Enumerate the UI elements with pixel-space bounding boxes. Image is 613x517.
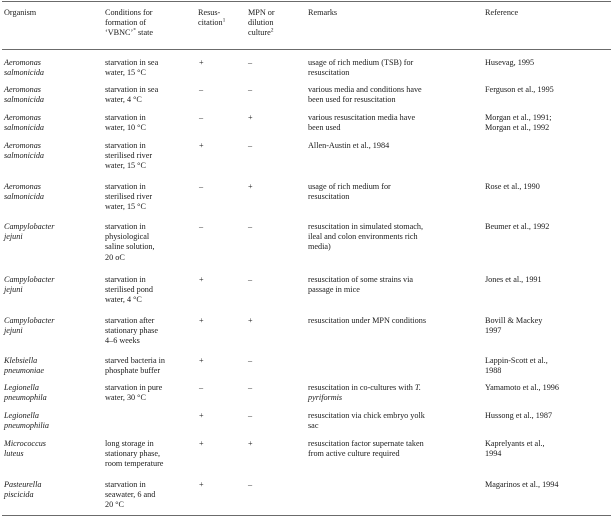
table-top-rule <box>2 1 611 2</box>
remarks-cell: resuscitation via chick embryo yolk sac <box>308 411 425 431</box>
header-mpn-text: MPN or dilution culture <box>248 8 275 38</box>
header-conditions-suffix: state <box>135 28 154 38</box>
mpn-cell: – <box>248 58 253 67</box>
reference-cell: Bovill & Mackey 1997 <box>485 316 543 336</box>
mpn-cell: – <box>248 411 253 420</box>
mpn-cell: + <box>248 182 253 191</box>
organism-cell: Aeromonas salmonicida <box>4 58 45 78</box>
mpn-cell: + <box>248 316 253 325</box>
reference-cell: Magarinos et al., 1994 <box>485 480 559 489</box>
conditions-cell: starved bacteria in phosphate buffer <box>105 356 166 376</box>
header-conditions-text: Conditions for formation of ‘VBNC’ <box>105 8 153 38</box>
resuscitation-cell: + <box>199 58 204 67</box>
remarks-cell: various media and conditions have been used for resuscitation <box>308 85 422 105</box>
header-conditions-star: * <box>133 27 136 34</box>
remarks-cell: resuscitation factor supernate taken from active culture required <box>308 439 424 459</box>
conditions-cell: starvation in sterilised river water, 15 °C <box>105 182 153 212</box>
resuscitation-cell: + <box>199 316 204 325</box>
organism-cell: Campylobacter jejuni <box>4 316 55 336</box>
header-resuscitation-text: Resus- citation <box>198 8 223 28</box>
conditions-cell: starvation in sea water, 4 °C <box>105 85 159 105</box>
table-bottom-rule <box>2 515 611 516</box>
resuscitation-cell: – <box>199 222 204 231</box>
conditions-cell: starvation in sea water, 15 °C <box>105 58 159 78</box>
header-conditions <box>105 8 153 39</box>
resuscitation-cell: + <box>199 480 204 489</box>
remarks-cell: usage of rich medium for resuscitation <box>308 182 391 202</box>
remarks-cell: Allen-Austin et al., 1984 <box>308 141 390 150</box>
mpn-cell: – <box>248 222 253 231</box>
conditions-cell: starvation in sterilised river water, 15 °C <box>105 141 153 171</box>
resuscitation-cell: + <box>199 439 204 448</box>
reference-cell: Ferguson et al., 1995 <box>485 85 554 94</box>
resuscitation-cell: – <box>199 383 204 392</box>
organism-cell: Campylobacter jejuni <box>4 222 55 242</box>
organism-cell: Campylobacter jejuni <box>4 275 55 295</box>
table-header-rule <box>2 49 611 50</box>
reference-cell: Rose et al., 1990 <box>485 182 540 191</box>
organism-cell: Legionella pneumophilia <box>4 411 50 431</box>
reference-cell: Jones et al., 1991 <box>485 275 542 284</box>
organism-cell: Aeromonas salmonicida <box>4 141 45 161</box>
header-resuscitation-sup: 1 <box>222 17 226 24</box>
header-reference: Reference <box>485 8 519 17</box>
conditions-cell: long storage in stationary phase, room temperature <box>105 439 164 469</box>
remarks-text: resuscitation in co-cultures with <box>308 383 415 392</box>
resuscitation-cell: – <box>199 182 204 191</box>
header-mpn-sup: 2 <box>270 27 274 34</box>
resuscitation-cell: + <box>199 275 204 284</box>
mpn-cell: – <box>248 383 253 392</box>
mpn-cell: – <box>248 356 253 365</box>
resuscitation-cell: – <box>199 113 204 122</box>
reference-cell: Lappin-Scott et al., 1988 <box>485 356 548 376</box>
remarks-species: T. pyriformis <box>308 383 421 403</box>
remarks-cell <box>308 383 421 403</box>
reference-cell: Hussong et al., 1987 <box>485 411 553 420</box>
conditions-cell: starvation in physiological saline solution, 20 oC <box>105 222 155 262</box>
mpn-cell: – <box>248 480 253 489</box>
remarks-cell: usage of rich medium (TSB) for resuscitation <box>308 58 414 78</box>
reference-cell: Morgan et al., 1991; Morgan et al., 1992 <box>485 113 552 133</box>
organism-cell: Aeromonas salmonicida <box>4 182 45 202</box>
mpn-cell: – <box>248 141 253 150</box>
mpn-cell: – <box>248 275 253 284</box>
mpn-cell: – <box>248 85 253 94</box>
conditions-cell: starvation in seawater, 6 and 20 °C <box>105 480 156 510</box>
header-resuscitation <box>198 8 225 28</box>
organism-cell: Klebsiella pneumoniae <box>4 356 45 376</box>
organism-cell: Legionella pneumophila <box>4 383 47 403</box>
conditions-cell: starvation in pure water, 30 °C <box>105 383 163 403</box>
organism-cell: Micrococcus luteus <box>4 439 46 459</box>
conditions-cell: starvation in water, 10 °C <box>105 113 146 133</box>
reference-cell: Husevag, 1995 <box>485 58 535 67</box>
organism-cell: Aeromonas salmonicida <box>4 85 45 105</box>
remarks-cell: resuscitation in simulated stomach, ileal and colon environments rich media) <box>308 222 424 252</box>
resuscitation-cell: + <box>199 356 204 365</box>
organism-cell: Aeromonas salmonicida <box>4 113 45 133</box>
remarks-cell: various resuscitation media have been used <box>308 113 416 133</box>
remarks-cell: resuscitation of some strains via passage in mice <box>308 275 414 295</box>
conditions-cell: starvation in sterilised pond water, 4 °C <box>105 275 153 305</box>
header-organism: Organism <box>4 8 37 17</box>
organism-cell: Pasteurella piscicida <box>4 480 42 500</box>
resuscitation-cell: + <box>199 141 204 150</box>
conditions-cell: starvation after stationary phase 4–6 weeks <box>105 316 158 346</box>
mpn-cell: + <box>248 113 253 122</box>
header-mpn <box>248 8 275 39</box>
remarks-cell: resuscitation under MPN conditions <box>308 316 427 325</box>
reference-cell: Beumer et al., 1992 <box>485 222 550 231</box>
reference-cell: Yamamoto et al., 1996 <box>485 383 559 392</box>
header-remarks: Remarks <box>308 8 338 17</box>
reference-cell: Kaprelyants et al., 1994 <box>485 439 545 459</box>
resuscitation-cell: + <box>199 411 204 420</box>
resuscitation-cell: – <box>199 85 204 94</box>
mpn-cell: + <box>248 439 253 448</box>
